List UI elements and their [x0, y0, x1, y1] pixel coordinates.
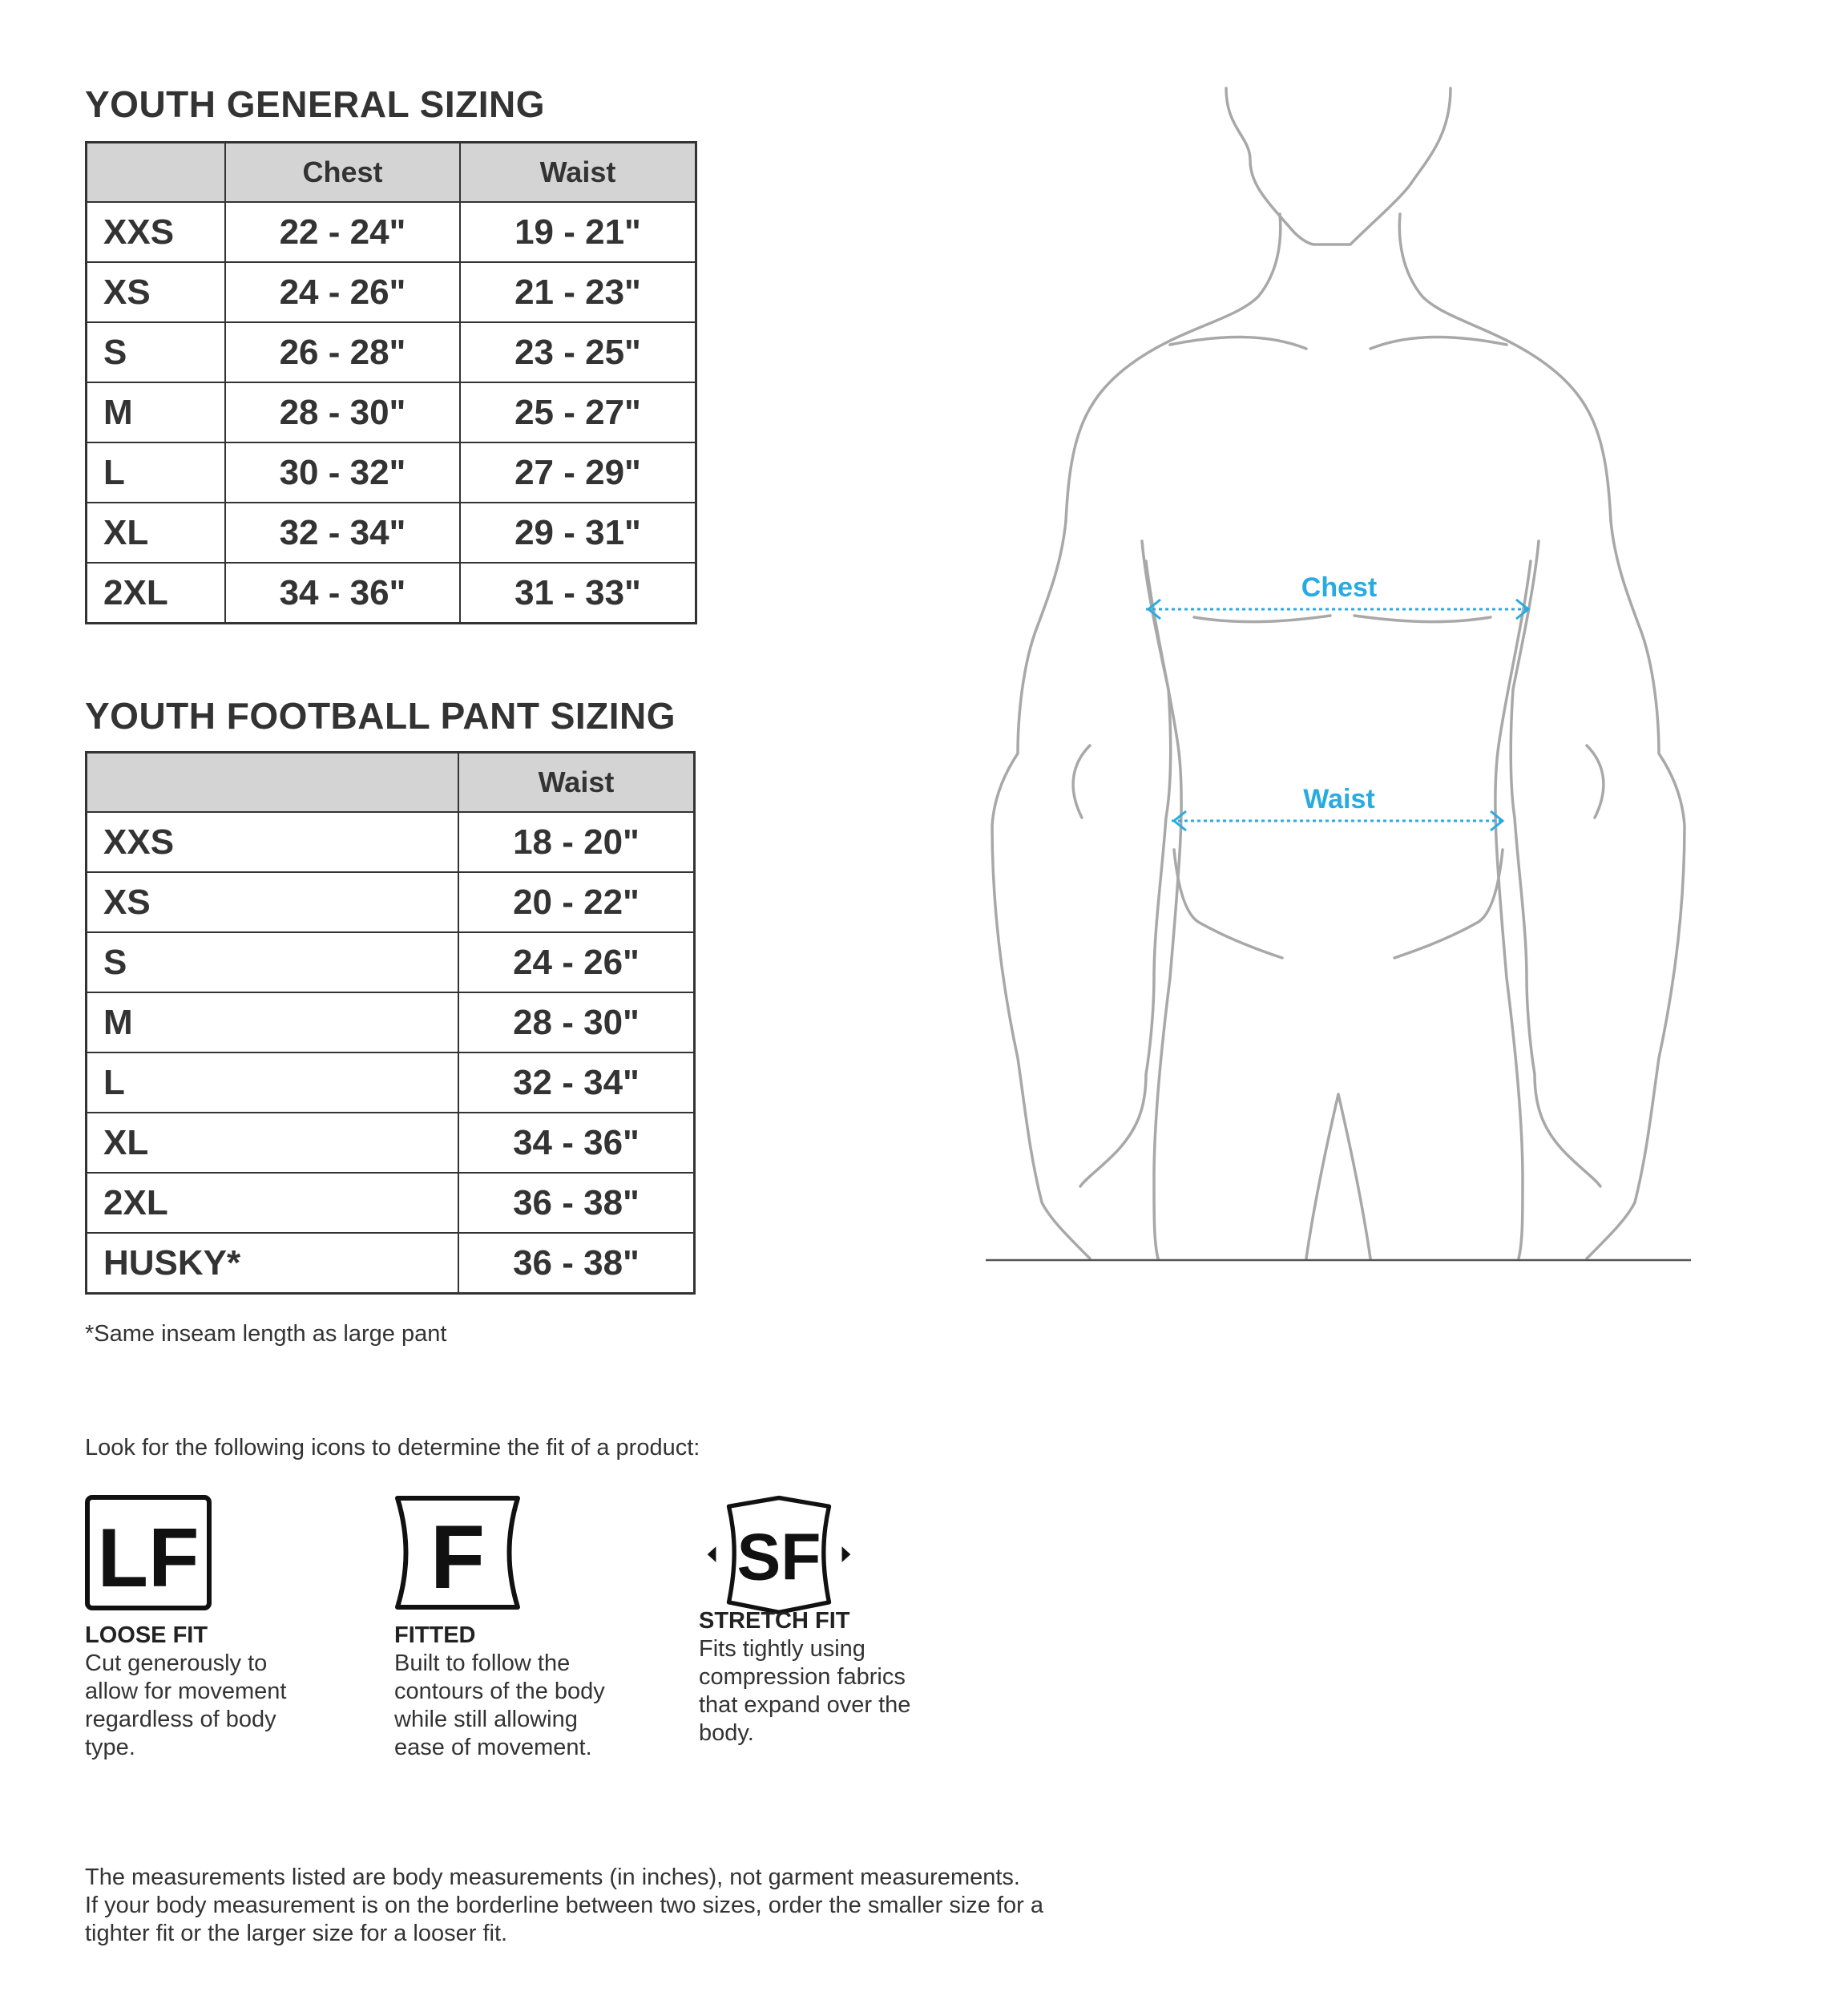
loose-fit-icon	[85, 1495, 213, 1615]
fit-name: STRETCH FIT	[699, 1608, 850, 1634]
chest-measure-label: Chest	[1301, 572, 1378, 603]
table-header-row	[87, 753, 695, 813]
body-outline-illustration	[986, 80, 1691, 1315]
table-row	[87, 262, 696, 322]
size-cell: XS	[87, 872, 459, 932]
fit-description-line: body.	[699, 1720, 754, 1746]
fit-description-line: while still allowing	[394, 1707, 578, 1732]
measurement-disclaimer	[85, 1864, 1127, 1948]
size-cell: L	[87, 442, 226, 503]
table-row	[87, 992, 695, 1052]
table-row	[87, 1233, 695, 1294]
table-row	[87, 202, 696, 262]
chest-cell: 26 - 28"	[225, 322, 460, 382]
fit-item-stretch	[699, 1495, 939, 1747]
chest-cell: 28 - 30"	[225, 382, 460, 442]
table-row	[87, 322, 696, 382]
waist-cell: 36 - 38"	[458, 1233, 695, 1294]
fit-description-line: regardless of body	[85, 1707, 276, 1732]
table-row	[87, 442, 696, 503]
column-header-chest: Chest	[225, 143, 460, 203]
column-header-size	[87, 143, 226, 203]
stretch-fit-icon-text: SF	[736, 1521, 821, 1594]
general-sizing-table	[85, 141, 697, 624]
general-sizing-title: YOUTH GENERAL SIZING	[85, 83, 545, 125]
size-cell: XXS	[87, 202, 226, 262]
fit-item-fitted	[394, 1495, 635, 1762]
size-cell: XL	[87, 1113, 459, 1173]
table-row	[87, 872, 695, 932]
size-cell: 2XL	[87, 1173, 459, 1233]
fit-description-line: allow for movement	[85, 1679, 287, 1704]
size-cell: M	[87, 992, 459, 1052]
size-cell: HUSKY*	[87, 1233, 459, 1294]
table-row	[87, 563, 696, 624]
disclaimer-line: tighter fit or the larger size for a looser fit.	[85, 1921, 508, 1946]
waist-cell: 18 - 20"	[458, 812, 695, 872]
fit-item-loose	[85, 1495, 325, 1762]
waist-cell: 25 - 27"	[460, 382, 696, 442]
table-row	[87, 932, 695, 992]
fit-description-line: Fits tightly using	[699, 1636, 865, 1662]
size-cell: XS	[87, 262, 226, 322]
waist-cell: 27 - 29"	[460, 442, 696, 503]
waist-cell: 31 - 33"	[460, 563, 696, 624]
body-outline	[992, 88, 1685, 1259]
fit-name: LOOSE FIT	[85, 1622, 208, 1648]
table-row	[87, 1113, 695, 1173]
waist-measure-label: Waist	[1303, 784, 1375, 814]
waist-cell: 28 - 30"	[458, 992, 695, 1052]
fit-description-line: type.	[85, 1735, 135, 1760]
fit-description-line: contours of the body	[394, 1679, 605, 1704]
waist-cell: 32 - 34"	[458, 1052, 695, 1113]
table-row	[87, 1173, 695, 1233]
size-cell: XXS	[87, 812, 459, 872]
table-row	[87, 503, 696, 563]
waist-cell: 36 - 38"	[458, 1173, 695, 1233]
column-header-waist: Waist	[460, 143, 696, 203]
pant-footnote: *Same inseam length as large pant	[85, 1321, 447, 1347]
size-cell: XL	[87, 503, 226, 563]
table-header-row	[87, 143, 696, 203]
loose-fit-icon-text: LF	[97, 1512, 200, 1605]
stretch-fit-icon	[699, 1495, 859, 1615]
pant-sizing-table	[85, 751, 696, 1295]
waist-cell: 29 - 31"	[460, 503, 696, 563]
column-header-waist: Waist	[458, 753, 695, 813]
fit-description-line: that expand over the	[699, 1692, 911, 1718]
chest-cell: 32 - 34"	[225, 503, 460, 563]
fit-description-line: compression fabrics	[699, 1664, 906, 1690]
chest-cell: 24 - 26"	[225, 262, 460, 322]
chest-cell: 30 - 32"	[225, 442, 460, 503]
waist-cell: 23 - 25"	[460, 322, 696, 382]
table-row	[87, 382, 696, 442]
table-row	[87, 812, 695, 872]
fit-description-line: ease of movement.	[394, 1735, 592, 1760]
waist-cell: 34 - 36"	[458, 1113, 695, 1173]
fit-name: FITTED	[394, 1622, 476, 1648]
body-measurement-figure	[986, 80, 1691, 1315]
fit-description-line: Cut generously to	[85, 1650, 268, 1676]
fit-description-line: Built to follow the	[394, 1650, 571, 1676]
size-cell: S	[87, 322, 226, 382]
waist-cell: 24 - 26"	[458, 932, 695, 992]
waist-cell: 21 - 23"	[460, 262, 696, 322]
size-cell: L	[87, 1052, 459, 1113]
fitted-icon-text: F	[430, 1507, 486, 1607]
size-cell: S	[87, 932, 459, 992]
disclaimer-line: The measurements listed are body measurements (in inches), not garment measurements.	[85, 1865, 1020, 1890]
pant-sizing-title: YOUTH FOOTBALL PANT SIZING	[85, 695, 676, 737]
fitted-icon	[394, 1495, 523, 1615]
chest-cell: 34 - 36"	[225, 563, 460, 624]
size-cell: M	[87, 382, 226, 442]
waist-cell: 19 - 21"	[460, 202, 696, 262]
table-row	[87, 1052, 695, 1113]
disclaimer-line: If your body measurement is on the borderline between two sizes, order the smaller size for a	[85, 1893, 1044, 1918]
size-cell: 2XL	[87, 563, 226, 624]
column-header-size	[87, 753, 459, 813]
fit-intro-text: Look for the following icons to determine the fit of a product:	[85, 1435, 700, 1461]
waist-cell: 20 - 22"	[458, 872, 695, 932]
chest-cell: 22 - 24"	[225, 202, 460, 262]
